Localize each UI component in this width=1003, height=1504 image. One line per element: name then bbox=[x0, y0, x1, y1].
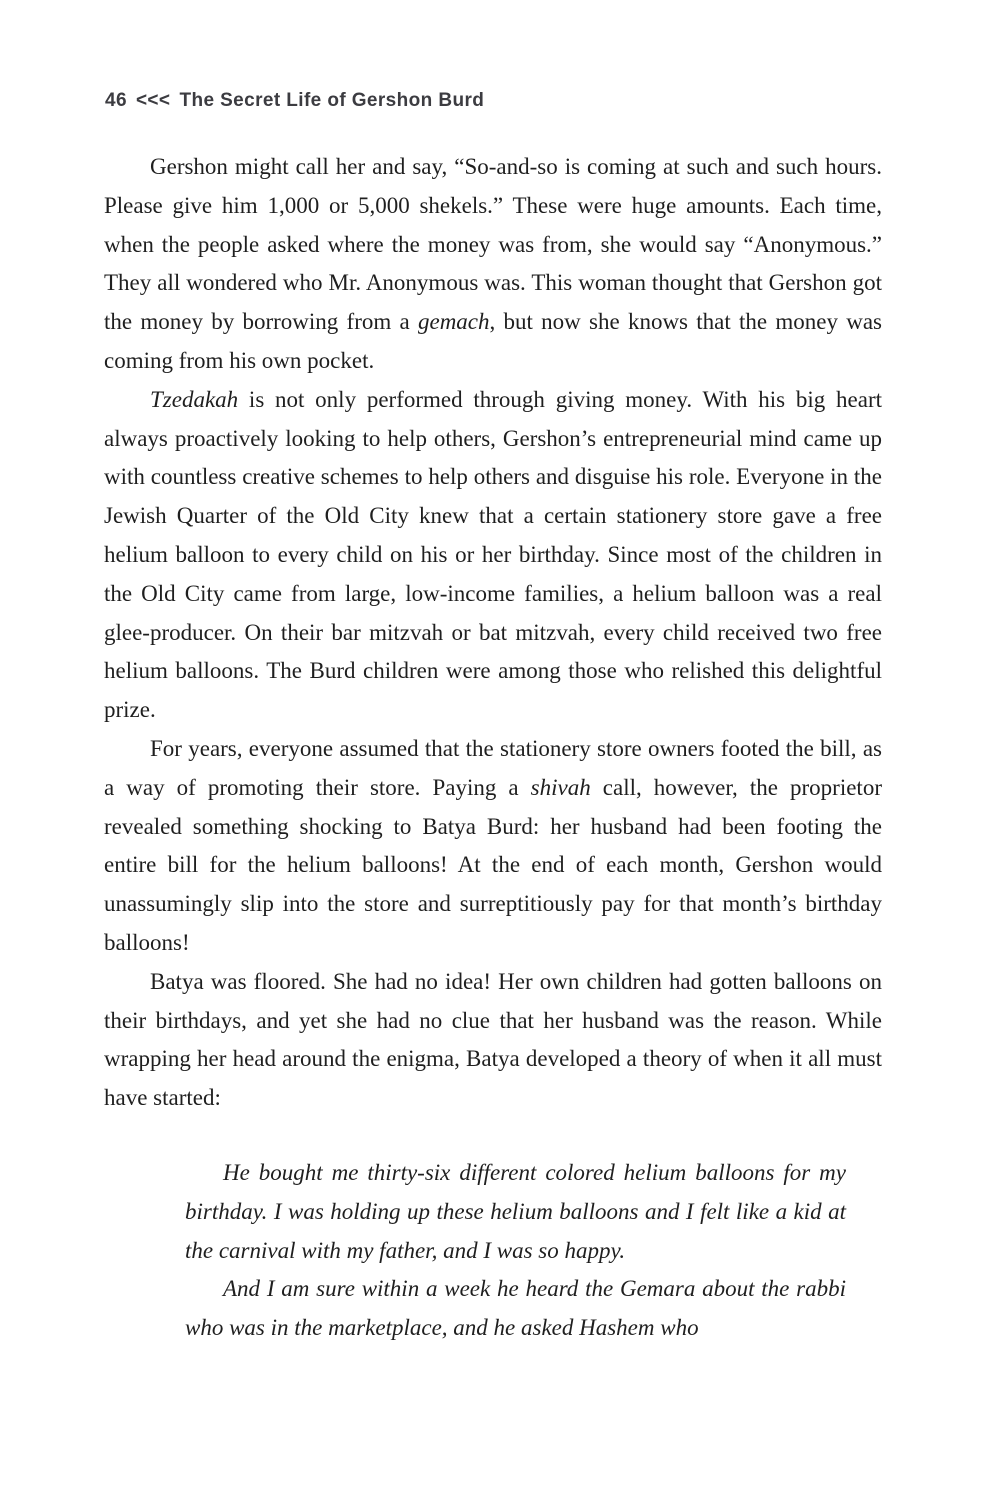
paragraph bbox=[104, 730, 882, 963]
book-title: The Secret Life of Gershon Burd bbox=[179, 90, 485, 111]
prose-section bbox=[104, 148, 882, 1118]
running-header bbox=[105, 90, 484, 112]
text-run: Batya was floored. She had no idea! Her own children had gotten balloons on their birthdays, and yet she had no clue that her husband was the reason. While wrapping her head around the enigma, Batya developed a theory of when it all must have started: bbox=[104, 968, 882, 1111]
text-run: call, however, the proprietor revealed something shocking to Batya Burd: her husband had been footing the entire bill for the helium balloons! At the end of each month, Gershon would unassumingly slip into the store and surreptitiously pay for that month’s birthday balloons! bbox=[104, 774, 882, 955]
italic-text-run: Tzedakah bbox=[150, 386, 239, 412]
paragraph bbox=[185, 1270, 846, 1348]
text-run: And I am sure within a week he heard the Gemara about the rabbi who was in the marketplace, and he asked Hashem who bbox=[185, 1276, 846, 1341]
text-run: is not only performed through giving money. With his big heart always proactively looking to help others, Gershon’s entrepreneurial mind came up with countless creative schemes to help others and disguise his role. Everyone in the Jewish Quarter of the Old City knew that a certain stationery store gave a free helium balloon to every child on his or her birthday. Since most of the children in the Old City came from large, low-income families, a helium balloon was a real glee-producer. On their bar mitzvah or bat mitzvah, every child received two free helium balloons. The Burd children were among those who relished this delightful prize. bbox=[104, 386, 882, 723]
page-number: 46 bbox=[105, 90, 127, 111]
paragraph bbox=[104, 381, 882, 730]
paragraph bbox=[104, 148, 882, 381]
text-run: He bought me thirty-six different colored helium balloons for my birthday. I was holding up these helium balloons and I felt like a kid at the carnival with my father, and I was so happy. bbox=[185, 1159, 846, 1263]
block-quote bbox=[185, 1154, 846, 1348]
text-run: , but now she knows that the money was coming from his own pocket. bbox=[104, 309, 882, 373]
body-text bbox=[104, 148, 882, 1348]
italic-text-run: shivah bbox=[530, 774, 591, 800]
text-run: For years, everyone assumed that the stationery store owners footed the bill, as a way of promoting their store. Paying a bbox=[104, 735, 882, 800]
italic-text-run: gemach bbox=[417, 309, 490, 335]
paragraph bbox=[104, 963, 882, 1118]
header-marker: <<< bbox=[135, 90, 171, 111]
paragraph bbox=[185, 1154, 846, 1270]
text-run: Gershon might call her and say, “So-and-so is coming at such and such hours. Please give him 1,000 or 5,000 shekels.” These were huge amounts. Each time, when the people asked where the money was from, she would say “Anonymous.” They all wondered who Mr. Anonymous was. This woman thought that Gershon got the money by borrowing from a bbox=[104, 154, 882, 335]
